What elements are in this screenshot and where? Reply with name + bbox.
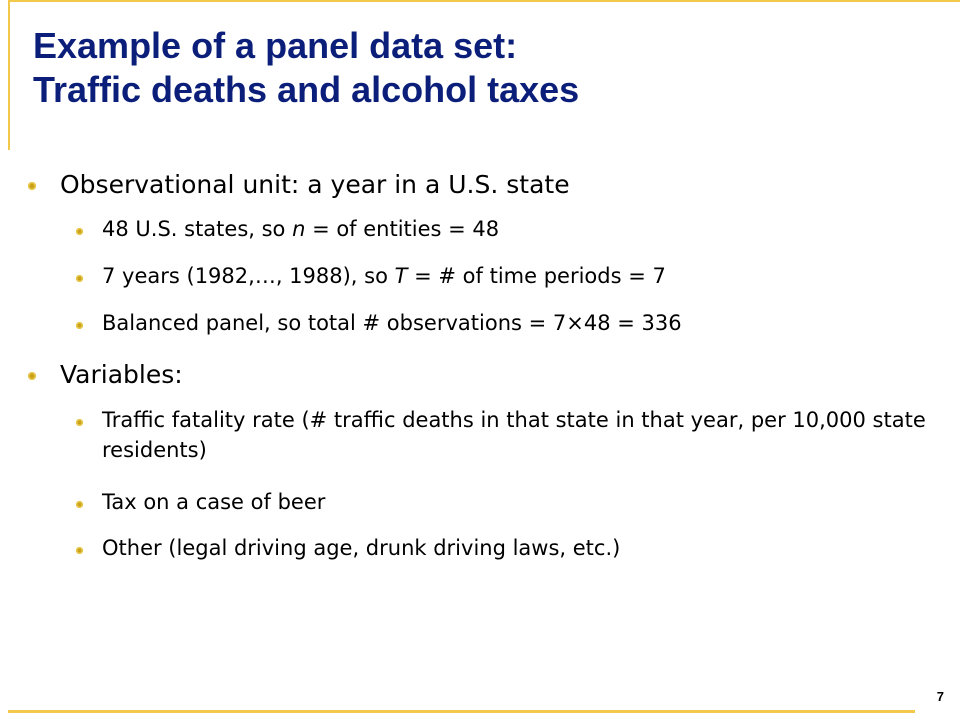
sub-bullet-beer-tax: Tax on a case of beer (102, 490, 326, 514)
sub-bullet-text: = of entities = 48 (305, 217, 500, 241)
bullet-observational-unit: Observational unit: a year in a U.S. state (60, 170, 570, 199)
page-number: 7 (936, 689, 944, 704)
bullet-icon (28, 372, 36, 380)
bullet-icon (76, 228, 83, 235)
sub-bullet-balanced-panel: Balanced panel, so total # observations = 7×48 = 336 (102, 311, 682, 335)
bullet-icon (76, 501, 83, 508)
sub-bullet-years (102, 261, 666, 291)
sub-bullet-text: 7 years (1982,…, 1988), so (102, 264, 395, 288)
sub-bullet-text: 48 U.S. states, so (102, 217, 293, 241)
sub-bullet-italic: n (292, 217, 306, 241)
bullet-icon (28, 182, 36, 190)
sub-bullet-text: = # of time periods = 7 (407, 264, 666, 288)
sub-bullet-states (102, 214, 499, 244)
bullet-icon (76, 322, 83, 329)
frame-bottom-line (8, 710, 915, 713)
title-line-1: Example of a panel data set: (33, 25, 518, 66)
sub-bullet-other: Other (legal driving age, drunk driving laws, etc.) (102, 536, 621, 560)
bullet-variables: Variables: (60, 360, 183, 389)
sub-bullet-fatality-rate: Traffic fatality rate (# traffic deaths in that state in that year, per 10,000 state residents) (102, 408, 926, 462)
bullet-icon (76, 419, 83, 426)
bullet-icon (76, 547, 83, 554)
title-line-2: Traffic deaths and alcohol taxes (33, 69, 580, 110)
bullet-icon (76, 275, 83, 282)
sub-bullet-italic: T (394, 264, 408, 288)
